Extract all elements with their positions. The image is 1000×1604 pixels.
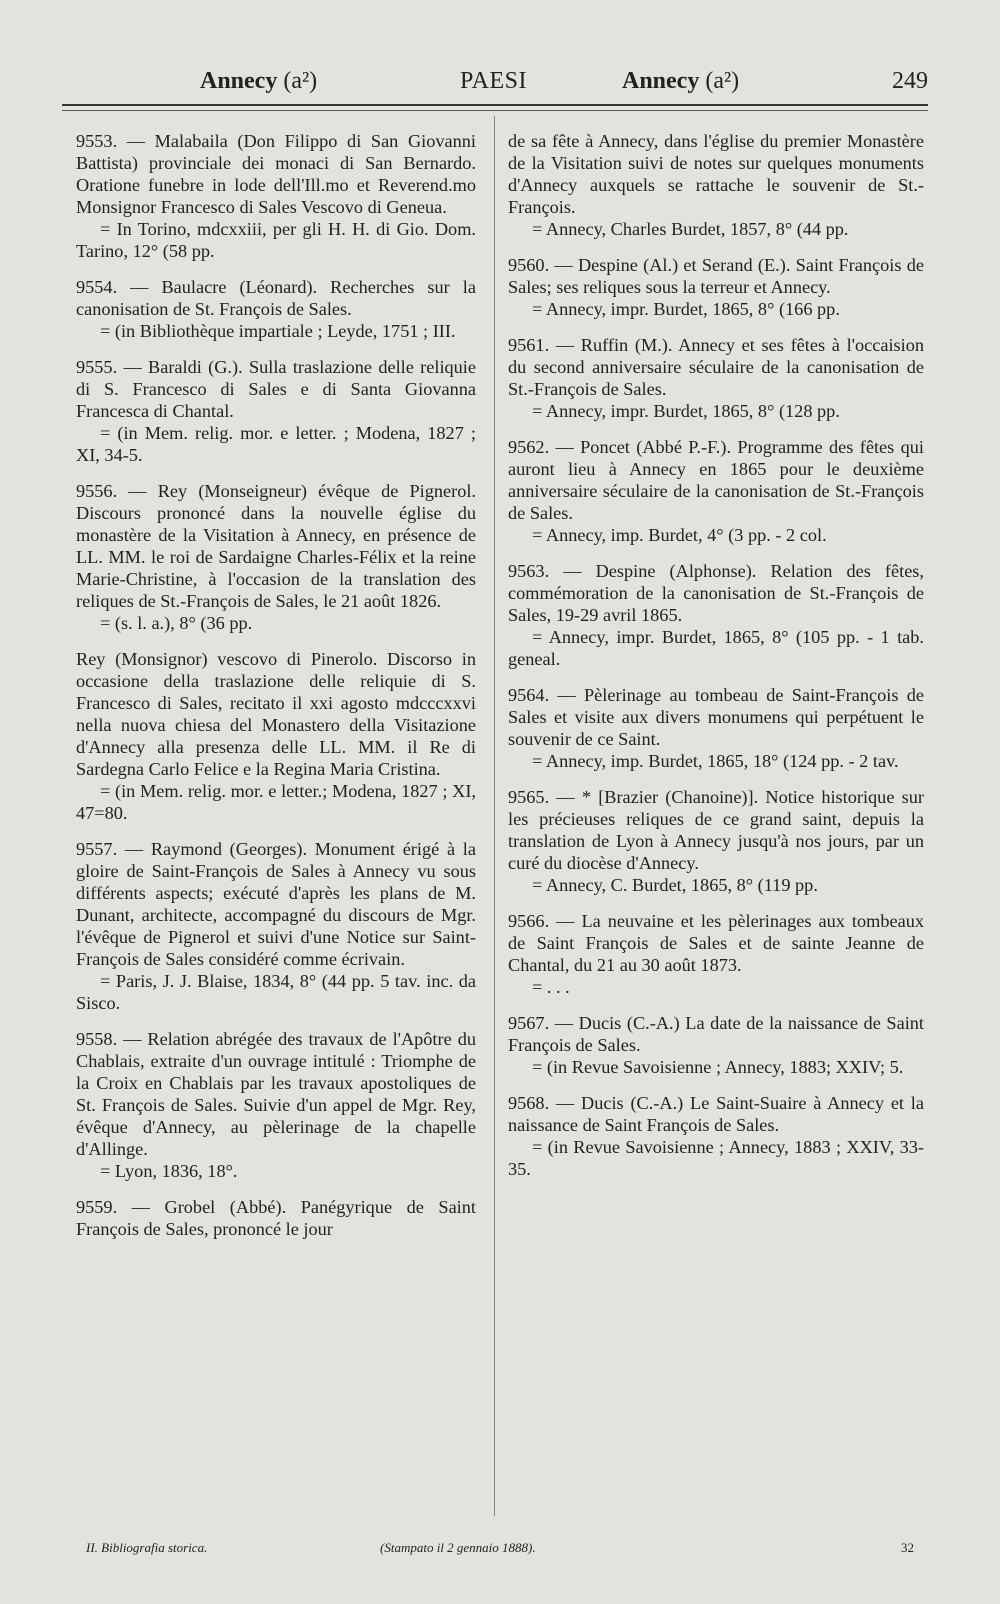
entry-text: 9556. — Rey (Monseigneur) évêque de Pignerol. Discours prononcé dans la nouvelle église du monastère de la Visitation à Annecy, en présence de LL. MM. le roi de Sardaigne Charles-Félix et la reine Marie-Christine, à l'occasion de la translation des reliques de St.-François de Sales, le 21 août 1826. [76,481,476,611]
entry-text: 9554. — Baulacre (Léonard). Recherches sur la canonisation de St. François de Sales. [76,277,476,319]
entry-publication: = Annecy, imp. Burdet, 1865, 18° (124 pp. - 2 tav. [532,751,899,771]
entry-text: 9561. — Ruffin (M.). Annecy et ses fêtes à l'occaision du second anniversaire séculaire de la canonisation de St.-François de Sales. [508,335,924,399]
left-column [76,130,476,1254]
entry-text: 9566. — La neuvaine et les pèlerinages aux tombeaux de Saint François de Sales et de sainte Jeanne de Chantal, du 21 au 30 août 1873. [508,911,924,975]
entry-text: 9567. — Ducis (C.-A.) La date de la naissance de Saint François de Sales. [508,1013,924,1055]
page-footer [62,1540,928,1560]
entry [76,356,476,466]
column-divider [494,116,495,1516]
entry-publication: = Annecy, impr. Burdet, 1865, 8° (105 pp. - 1 tab. geneal. [508,627,924,669]
footer-signature: 32 [901,1540,914,1555]
header-right [622,66,739,96]
entry-publication: = Annecy, C. Burdet, 1865, 8° (119 pp. [532,875,818,895]
header-left-place: Annecy [200,68,278,94]
entry [76,648,476,824]
footer-series: II. Bibliografia storica. [86,1540,208,1555]
entry [76,130,476,262]
entry-text: 9564. — Pèlerinage au tombeau de Saint-François de Sales et visite aux divers monumens qui perpétuent le souvenir de ce Saint. [508,685,924,749]
entry [508,130,924,240]
entry [508,436,924,546]
entry-publication: = Annecy, impr. Burdet, 1865, 8° (128 pp. [532,401,840,421]
entry [508,786,924,896]
entry-publication: = (in Revue Savoisienne ; Annecy, 1883; XXIV; 5. [532,1057,904,1077]
entry-publication: = In Torino, mdcxxiii, per gli H. H. di Gio. Dom. Tarino, 12° (58 pp. [76,219,476,261]
entry-text: 9565. — * [Brazier (Chanoine)]. Notice historique sur les précieuses reliques de ce grand saint, depuis la translation de Lyon à Annecy jusqu'à nos jours, par un curé du diocèse d'Annecy. [508,787,924,873]
entry-text: 9562. — Poncet (Abbé P.-F.). Programme des fêtes qui auront lieu à Annecy en 1865 pour le deuxième anniversaire séculaire de la canonisation de St.-François de Sales. [508,437,924,523]
entry-publication: = Lyon, 1836, 18°. [100,1161,238,1181]
right-column [508,130,924,1194]
entry [76,276,476,342]
header-right-place: Annecy [622,68,700,94]
entry [76,1196,476,1240]
entry [76,838,476,1014]
entry-publication: = Paris, J. J. Blaise, 1834, 8° (44 pp. 5 tav. inc. da Sisco. [76,971,476,1013]
header-rule [62,104,928,106]
entry [508,1092,924,1180]
entry-text: 9558. — Relation abrégée des travaux de l'Apôtre du Chablais, extraite d'un ouvrage intitulé : Triomphe de la Croix en Chablais par les travaux apostoliques de St. François de Sales. Suivie d'un appel de Mgr. Rey, évêque d'Annecy, au pèlerinage de la chapelle d'Allinge. [76,1029,476,1159]
entry [76,480,476,634]
entry-publication: = Annecy, impr. Burdet, 1865, 8° (166 pp. [532,299,840,319]
entry-publication: = Annecy, Charles Burdet, 1857, 8° (44 pp. [532,219,849,239]
page-number: 249 [892,68,928,94]
entry-text: de sa fête à Annecy, dans l'église du premier Monastère de la Visitation suivi de notes sur quelques monuments d'Annecy auxquels se rattache le souvenir de St.-François. [508,131,924,217]
entry-text: 9557. — Raymond (Georges). Monument érigé à la gloire de Saint-François de Sales à Annecy vu sous différents aspects; exécuté d'après les plans de M. Dunant, architecte, accompagné du discours de Mgr. l'évêque de Pignerol et suivi d'une Notice sur Saint-François de Sales considéré comme écrivain. [76,839,476,969]
entry [508,1012,924,1078]
header-rule-thin [62,110,928,111]
entry-publication: = (in Bibliothèque impartiale ; Leyde, 1751 ; III. [100,321,456,341]
entry-publication: = (in Revue Savoisienne ; Annecy, 1883 ; XXIV, 33-35. [508,1137,924,1179]
entry-text: Rey (Monsignor) vescovo di Pinerolo. Discorso in occasione della traslazione delle reliquie di S. Francesco di Sales, recitato il xxi agosto mdcccxxvi nella nuova chiesa del Monastero della Visitazione d'Annecy alla presenza delle LL. MM. il Re di Sardegna Carlo Felice e la Regina Maria Cristina. [76,649,476,779]
entry-publication: = Annecy, imp. Burdet, 4° (3 pp. - 2 col. [532,525,827,545]
header-left [200,66,317,96]
entry-publication: = (in Mem. relig. mor. e letter. ; Modena, 1827 ; XI, 34-5. [76,423,476,465]
entry [508,334,924,422]
entry-publication: = (s. l. a.), 8° (36 pp. [100,613,253,633]
entry-publication: = (in Mem. relig. mor. e letter.; Modena, 1827 ; XI, 47=80. [76,781,476,823]
header-right-suffix: (a²) [705,68,740,94]
entry-text: 9568. — Ducis (C.-A.) Le Saint-Suaire à Annecy et la naissance de Saint François de Sales. [508,1093,924,1135]
entry-text: 9560. — Despine (Al.) et Serand (E.). Saint François de Sales; ses reliques sous la terreur et Annecy. [508,255,924,297]
entry-publication: = . . . [532,977,570,997]
footer-print-date: (Stampato il 2 gennaio 1888). [380,1540,536,1555]
header-center: PAESI [460,68,527,94]
entry-text: 9559. — Grobel (Abbé). Panégyrique de Saint François de Sales, prononcé le jour [76,1197,476,1239]
running-header [62,66,928,106]
entry-text: 9555. — Baraldi (G.). Sulla traslazione delle reliquie di S. Francesco di Sales e di Santa Giovanna Francesca di Chantal. [76,357,476,421]
entry [76,1028,476,1182]
entry [508,254,924,320]
entry-text: 9553. — Malabaila (Don Filippo di San Giovanni Battista) provinciale dei monaci di San Bernardo. Oratione funebre in lode dell'Ill.mo et Reverend.mo Monsignor Francesco di Sales Vescovo di Geneua. [76,131,476,217]
entry [508,684,924,772]
header-left-suffix: (a²) [283,68,318,94]
entry [508,910,924,998]
entry-text: 9563. — Despine (Alphonse). Relation des fêtes, commémoration de la canonisation de St.-François de Sales, 19-29 avril 1865. [508,561,924,625]
entry [508,560,924,670]
